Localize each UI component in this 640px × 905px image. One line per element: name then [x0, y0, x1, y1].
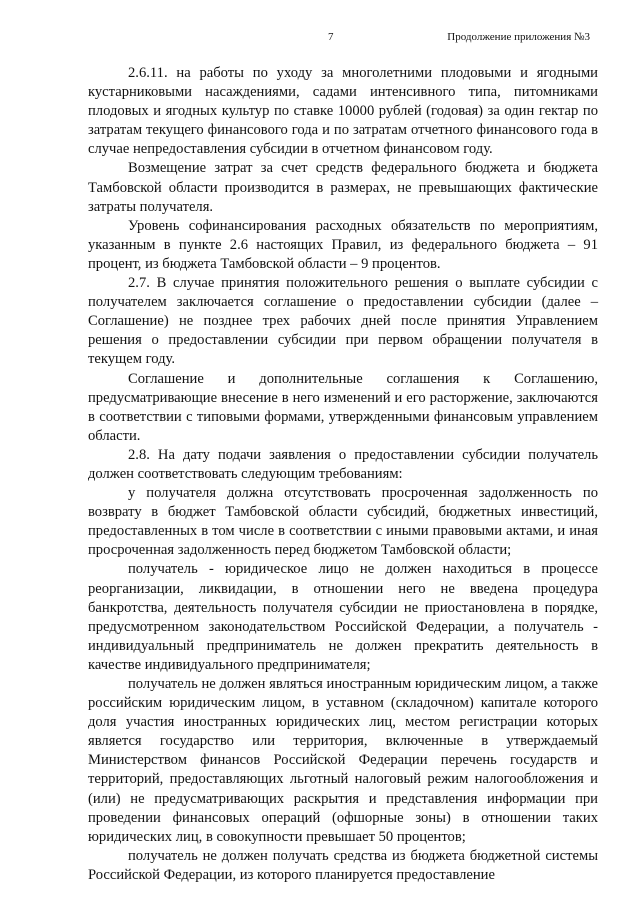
- document-body: [88, 64, 598, 885]
- paragraph-2-7: 2.7. В случае принятия положительного решения о выплате субсидии с получателем заключается соглашение о предоставлении субсидии (далее – Соглашение) не позднее трех рабочих дней после принятия Управлением решения о предоставлении субсидии при первом обращении получателя в текущем году.: [88, 275, 598, 368]
- paragraph-2-8: 2.8. На дату подачи заявления о предоставлении субсидии получатель должен соответствовать следующим требованиям:: [88, 446, 598, 482]
- page-number: 7: [328, 31, 334, 43]
- paragraph-cofinancing: Уровень софинансирования расходных обязательств по мероприятиям, указанным в пункте 2.6 настоящих Правил, из федерального бюджета – 91 процент, из бюджета Тамбовской области – 9 процентов.: [88, 217, 598, 272]
- paragraph-2-6-11: 2.6.11. на работы по уходу за многолетними плодовыми и ягодными кустарниковыми насаждениями, садами интенсивного типа, питомниками плодовых и ягодных культур по ставке 10000 рублей (годовая) за один гектар по затратам текущего финансового года и по затратам отчетного финансового года в случае непредоставления субсидии в отчетном финансовом году.: [88, 65, 598, 158]
- paragraph-reimbursement: Возмещение затрат за счет средств федерального бюджета и бюджета Тамбовской области производится в размерах, не превышающих фактические затраты получателя.: [88, 160, 598, 215]
- appendix-note: Продолжение приложения №3: [447, 31, 590, 43]
- requirement-no-reorganization: получатель - юридическое лицо не должен находиться в процессе реорганизации, ликвидации, в отношении него не введена процедура банкротства, деятельность получателя субсидии не приостановлена в порядке, предусмотренном законодательством Российской Федерации, а получатель - индивидуальный предприниматель не должен прекратить деятельность в качестве индивидуального предпринимателя;: [88, 561, 598, 673]
- requirement-no-debt: у получателя должна отсутствовать просроченная задолженность по возврату в бюджет Тамбовской области субсидий, бюджетных инвестиций, предоставленных в том числе в соответствии с иными правовыми актами, и иная просроченная задолженность перед бюджетом Тамбовской области;: [88, 485, 598, 559]
- requirement-not-foreign: получатель не должен являться иностранным юридическим лицом, а также российским юридическим лицом, в уставном (складочном) капитале которого доля участия иностранных юридических лиц, местом регистрации которых является государство или территория, включенные в утверждаемый Министерством финансов Российской Федерации перечень государств и территорий, предоставляющих льготный налоговый режим налогообложения и (или) не предусматривающих раскрытия и представления информации при проведении финансовых операций (офшорные зоны) в отношении таких юридических лиц, в совокупности превышает 50 процентов;: [88, 676, 598, 845]
- paragraph-agreements: Соглашение и дополнительные соглашения к Соглашению, предусматривающие внесение в него изменений и его расторжение, заключаются в соответствии с типовыми формами, утвержденными финансовым управлением области.: [88, 370, 598, 444]
- requirement-no-other-funds: получатель не должен получать средства из бюджета бюджетной системы Российской Федерации, из которого планируется предоставление: [88, 847, 598, 883]
